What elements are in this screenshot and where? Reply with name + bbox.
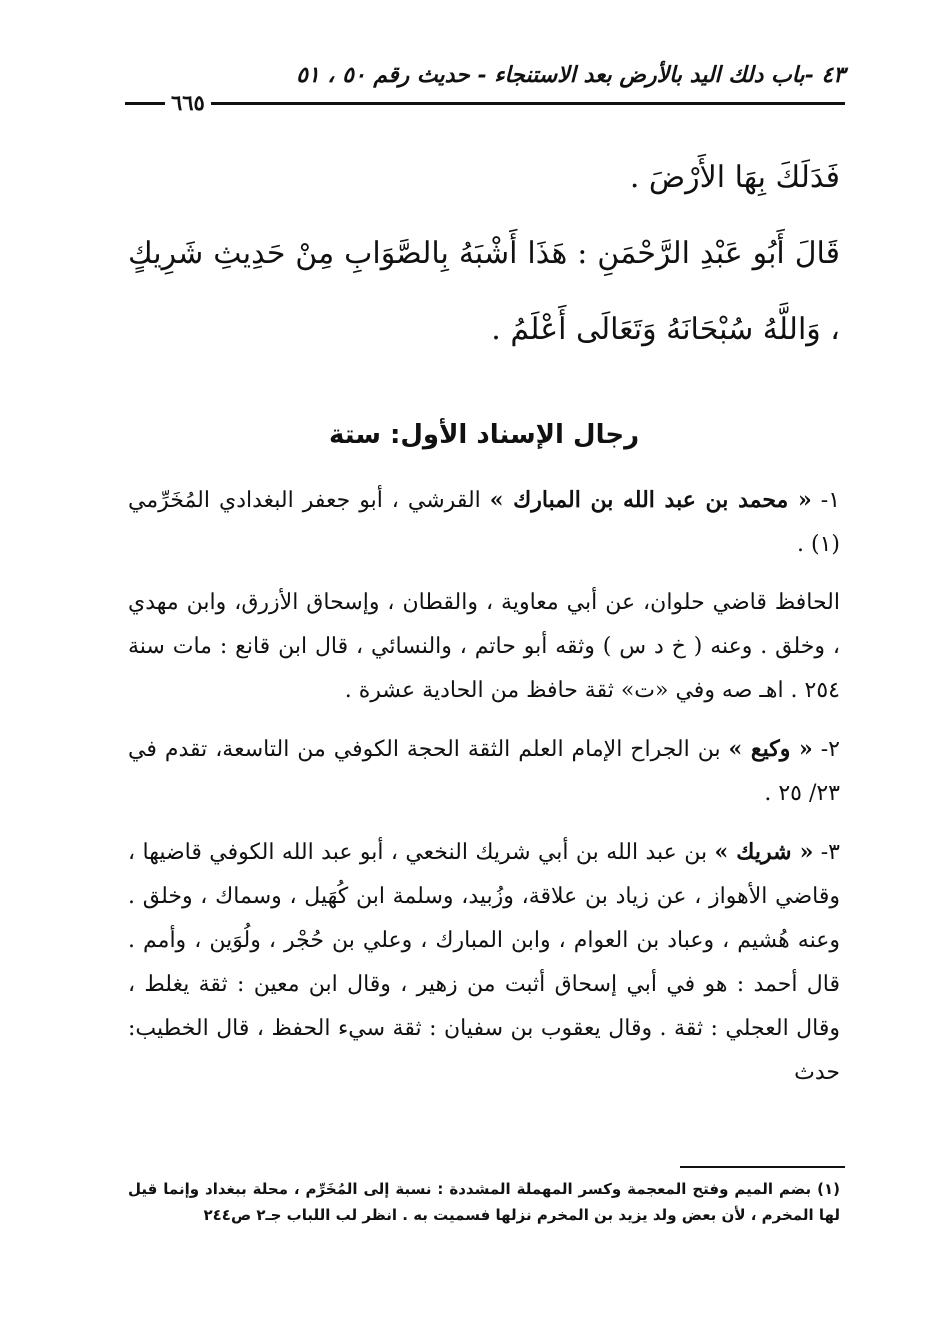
entry-number: ١- [811, 488, 841, 513]
running-title: ٤٣ -باب دلك اليد بالأرض بعد الاستنجاء - حديث رقم ٥٠ ، ٥١ [296, 62, 845, 88]
section-heading: رجال الإسناد الأول: ستة [328, 420, 640, 450]
page-header [125, 62, 845, 115]
entry-number: ٢- [812, 737, 840, 762]
entry-intro: بن الجراح الإمام العلم الثقة الحجة الكوفي من التاسعة، تقدم في ٢٣/ ٢٥ . [128, 737, 840, 806]
entry-intro: بن عبد الله بن أبي شريك النخعي ، أبو عبد الله الكوفي قاضيها ، وقاضي الأهواز ، عن زياد بن علاقة، وزُبيد، وسلمة ابن كُهَيل ، وسماك ، وخلق . وعنه هُشيم ، وعباد بن العوام ، وابن المبارك ، وعلي بن حُجْر ، ولُوَين ، وأمم . قال أحمد : هو في أبي إسحاق أثبت من زهير ، وقال ابن معين : ثقة يغلط ، وقال العجلي : ثقة . وقال يعقوب بن سفيان : ثقة سيء الحفظ ، قال الخطيب: حدث [128, 840, 840, 1085]
quote-line-1: فَدَلَكَ بِهَا الأَرْضَ . [629, 160, 840, 195]
footnote: (١) بضم الميم وفتح المعجمة وكسر المهملة المشددة : نسبة إلى المُخَرِّم ، محلة ببغداد وإنما قيل لها المخرم ، لأن بعض ولد يزيد بن المخرم نزلها فسميت به . انظر لب اللباب جـ٢ ص٢٤٤ [128, 1180, 840, 1224]
narrator-name: « شريك » [714, 839, 814, 865]
header-rule [125, 102, 845, 105]
narrator-entry-3 [128, 830, 840, 1095]
narrator-entry-2 [128, 727, 840, 816]
footnote-rule [680, 1166, 845, 1168]
narrator-name: « وكيع » [728, 736, 813, 762]
narrators-list [128, 478, 840, 1109]
page-number: ٦٦٥ [165, 90, 211, 115]
narrator-entry-1-body: الحافظ قاضي حلوان، عن أبي معاوية ، والقطان ، وإسحاق الأزرق، وابن مهدي ، وخلق . وعنه ( خ د س ) وثقه أبو حاتم ، والنسائي ، قال ابن قانع : مات سنة ٢٥٤ . اهـ صه وفي «ت» ثقة حافظ من الحادية عشرة . [128, 590, 840, 703]
hadith-quote [128, 140, 840, 368]
narrator-entry-1 [128, 478, 840, 567]
quote-line-2: قَالَ أَبُو عَبْدِ الرَّحْمَنِ : هَذَا أَشْبَهُ بِالصَّوَابِ مِنْ حَدِيثِ شَرِيكٍ ، وَاللَّهُ سُبْحَانَهُ وَتَعَالَى أَعْلَمُ . [128, 236, 840, 347]
entry-number: ٣- [813, 840, 840, 865]
narrator-name: « محمد بن عبد الله بن المبارك » [489, 487, 812, 513]
entry-intro: القرشي ، أبو جعفر البغدادي المُخَرِّمي (١) . [128, 488, 840, 557]
